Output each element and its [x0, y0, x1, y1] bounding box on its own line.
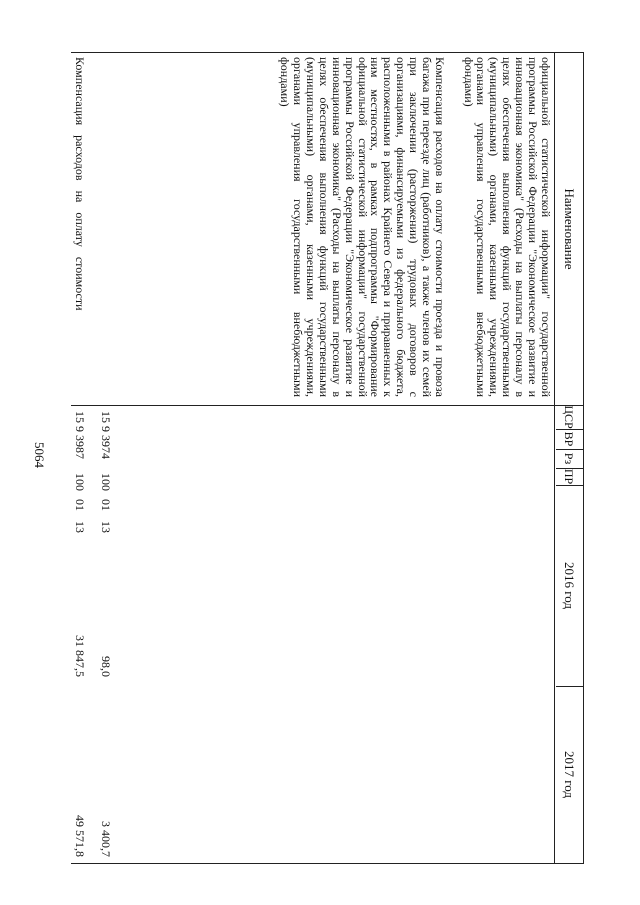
row-vr: 100: [99, 473, 113, 491]
table-row-name: Компенсация расходов на оплату стоимости: [73, 57, 87, 311]
header-name: Наименование: [562, 188, 577, 270]
header-2017: 2017 год: [562, 751, 577, 798]
row-vr: 100: [73, 473, 87, 491]
header-2016: 2016 год: [562, 562, 577, 609]
page-number: 5064: [32, 442, 47, 468]
budget-table: [71, 52, 584, 864]
table-row-name: Компенсация расходов на оплату стоимости проезда и провоза багажа при переезде лиц (работников), а также членов их семей при заключении (расторжении) трудовых договоров с организациями, финансируемыми из федерального бюджета, расположенными в районах Крайнего Севера и приравненных к ним местностях, в рамках подпрограммы "Формирование официальной статистической информации" государственной программы Российской Федерации "Экономическое развитие и инновационная экономика" (Расходы на выплаты персоналу в целях обеспечения выполнения функций государственными (муниципальными) органами, казенными учреждениями, органами управления государственными внебюджетными фондами): [278, 57, 447, 397]
row-rz: 01: [99, 499, 113, 511]
table-row-name: официальной статистической информации" государственной программы Российской Федерации "Экономическое развитие и инновационная экономика" (Расходы на выплаты персоналу в целях обеспечения выполнения функций государственными (муниципальными) органами, казенными учреждениями, органами управления государственными внебюджетными фондами): [461, 57, 553, 397]
table-header: [554, 53, 584, 863]
col-divider: [71, 405, 584, 406]
row-csr: 15 9 3974: [99, 411, 113, 459]
header-pr: ПР: [562, 468, 576, 485]
row-2016: 98,0: [99, 656, 113, 677]
row-2017: 3 400,7: [99, 821, 113, 857]
row-2016: 31 847,5: [73, 635, 87, 677]
header-rz: Рз: [562, 452, 576, 465]
header-csr: ЦСР: [562, 405, 576, 429]
row-pr: 13: [73, 521, 87, 533]
row-rz: 01: [73, 499, 87, 511]
header-vr: ВР: [562, 431, 576, 447]
row-pr: 13: [99, 521, 113, 533]
row-csr: 15 9 3987: [73, 411, 87, 459]
row-2017: 49 571,8: [73, 815, 87, 857]
